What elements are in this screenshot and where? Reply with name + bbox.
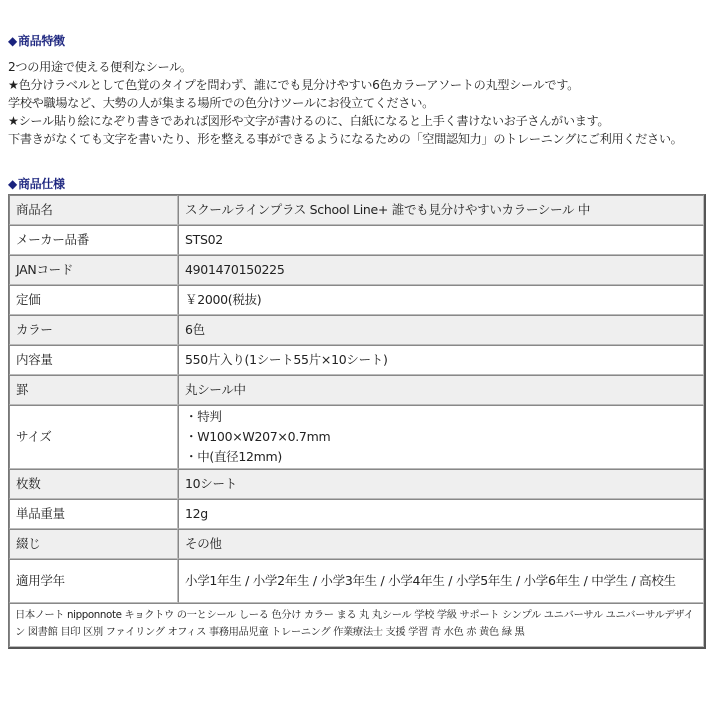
row-value [178,405,704,469]
features-line: ★色分けラベルとして色覚のタイプを問わず、誰にでも見分けやすい6色カラーアソートの丸型シールです。 [8,78,579,92]
table-row-binding [9,529,704,559]
table-row-sheet-count [9,469,704,499]
row-label: 商品名 [9,195,178,225]
diamond-bullet-icon: ◆ [8,34,17,48]
row-label: 罫 [9,375,178,405]
row-value: 12g [178,499,704,529]
features-line: 2つの用途で使える便利なシール。 [8,60,192,74]
row-value: 丸シール中 [178,375,704,405]
row-value: 小学1年生 / 小学2年生 / 小学3年生 / 小学4年生 / 小学5年生 / 小学6年生 / 中学生 / 高校生 [178,559,704,603]
table-row-jan-code [9,255,704,285]
table-row-color [9,315,704,345]
row-label: 単品重量 [9,499,178,529]
row-value: スクールラインプラス School Line+ 誰でも見分けやすいカラーシール 中 [178,195,704,225]
features-line: ★シール貼り絵になぞり書きであれば図形や文字が書けるのに、白紙になると上手く書けないお子さんがいます。 [8,114,610,128]
row-label: 枚数 [9,469,178,499]
row-label: メーカー品番 [9,225,178,255]
row-label: カラー [9,315,178,345]
row-value: 10シート [178,469,704,499]
features-heading [8,33,65,49]
table-row-contents [9,345,704,375]
row-value: 4901470150225 [178,255,704,285]
features-line: 下書きがなくても文字を書いたり、形を整える事ができるようになるための「空間認知力」のトレーニングにご利用ください。 [8,132,683,146]
row-label: 定価 [9,285,178,315]
table-row-size [9,405,704,469]
row-value: 6色 [178,315,704,345]
features-line: 学校や職場など、大勢の人が集まる場所での色分けツールにお役立てください。 [8,96,434,110]
features-heading-text: 商品特徴 [17,34,65,48]
size-line: ・中(直径12mm) [185,449,283,464]
table-row-ruling [9,375,704,405]
size-line: ・特判 [185,409,222,424]
diamond-bullet-icon: ◆ [8,177,17,191]
row-value: その他 [178,529,704,559]
row-value: 550片入り(1シート55片×10シート) [178,345,704,375]
specs-heading [8,176,65,192]
table-row-keywords [9,603,704,647]
row-label: 内容量 [9,345,178,375]
size-line: ・W100×W207×0.7mm [185,429,331,444]
row-value: ￥2000(税抜) [178,285,704,315]
row-label: 綴じ [9,529,178,559]
table-row-weight [9,499,704,529]
table-row-grade [9,559,704,603]
table-row-list-price [9,285,704,315]
keywords-cell: 日本ノート nipponnote キョクトウ の一とシール しーる 色分け カラー まる 丸 丸シール 学校 学級 サポート シンプル ユニバーサル ユニバーサルデザイン 図書館 目印 区別 ファイリング オフィス 事務用品児童 トレーニング 作業療法士 支援 学習 青 水色 赤 黄色 緑 黒 [9,603,704,647]
row-label: JANコード [9,255,178,285]
table-row-product-name [9,195,704,225]
row-label: サイズ [9,405,178,469]
table-row-maker-code [9,225,704,255]
spec-table [8,194,706,649]
features-description [8,58,708,148]
specs-heading-text: 商品仕様 [17,177,65,191]
row-label: 適用学年 [9,559,178,603]
row-value: STS02 [178,225,704,255]
